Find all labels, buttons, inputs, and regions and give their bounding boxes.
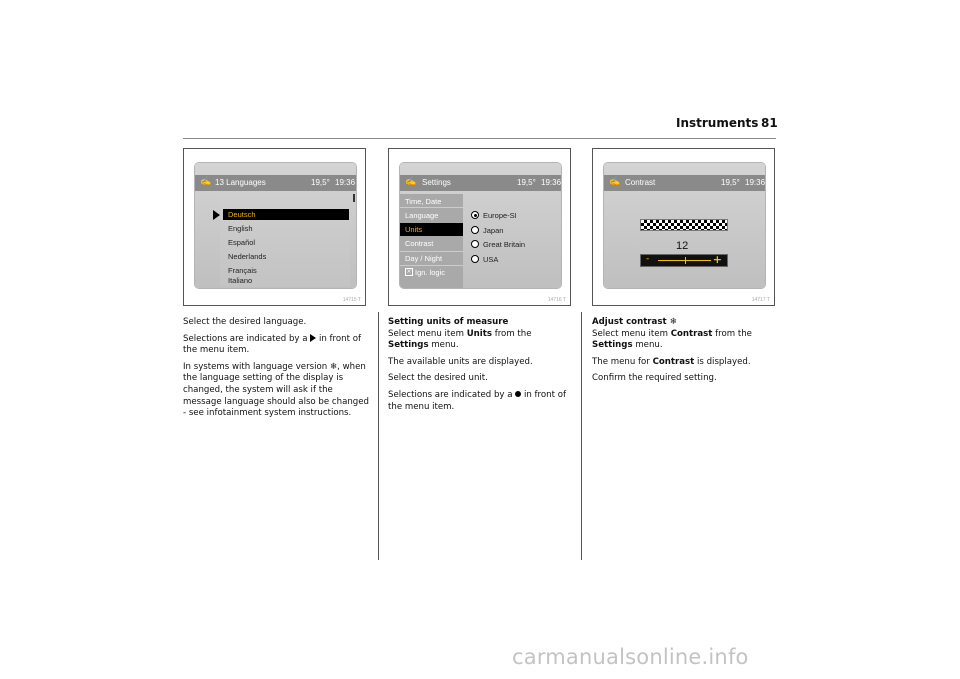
language-list bbox=[220, 194, 350, 287]
menu-item-day-night[interactable]: Day / Night bbox=[400, 251, 463, 264]
languages-text bbox=[183, 317, 371, 425]
plus-icon[interactable]: + bbox=[712, 253, 722, 266]
paragraph: In systems with language version ❄, when the language setting of the display is changed, the system will ask if the message language should also be changed - see infotainment system instructions. bbox=[183, 361, 369, 419]
display-screen bbox=[400, 163, 561, 288]
paragraph: Select the desired language. bbox=[183, 317, 307, 327]
menu-item-units[interactable]: Units bbox=[400, 223, 463, 236]
screen-title: Contrast bbox=[625, 178, 656, 187]
units-text bbox=[388, 317, 574, 418]
column-divider-2 bbox=[581, 312, 582, 560]
temperature: 19,5° bbox=[517, 178, 536, 187]
watermark: carmanualsonline.info bbox=[512, 645, 749, 669]
paragraph: Select the desired unit. bbox=[388, 373, 488, 384]
list-item[interactable]: Français bbox=[228, 266, 257, 275]
list-item[interactable]: Italiano bbox=[228, 276, 253, 285]
play-icon bbox=[213, 210, 220, 220]
clock: 19:36 bbox=[745, 178, 765, 187]
header-rule bbox=[183, 138, 776, 139]
temperature: 19,5° bbox=[311, 178, 330, 187]
checkbox-icon[interactable]: × bbox=[406, 268, 412, 275]
info-display-icon: ✍ bbox=[609, 176, 621, 186]
image-code: 14715 T bbox=[342, 297, 361, 303]
column-divider-1 bbox=[378, 312, 379, 560]
image-code: 14716 T bbox=[547, 297, 566, 303]
minus-icon[interactable]: - bbox=[646, 254, 650, 264]
contrast-screenshot bbox=[592, 148, 775, 306]
unit-option-europe-si[interactable]: Europe-SI bbox=[483, 211, 517, 220]
unit-option-usa[interactable]: USA bbox=[483, 255, 498, 264]
play-icon bbox=[310, 334, 316, 342]
list-item[interactable]: Español bbox=[228, 238, 256, 247]
paragraph: Setting units of measure Select menu item Units from the Settings menu. bbox=[388, 317, 532, 351]
menu-item-ign-logic[interactable]: Ign. logic bbox=[400, 265, 463, 278]
settings-menu bbox=[400, 194, 463, 288]
paragraph: Selections are indicated by a in front of the menu item. bbox=[388, 389, 566, 412]
contrast-test-pattern bbox=[640, 219, 728, 231]
list-item[interactable]: Nederlands bbox=[228, 252, 267, 261]
menu-item-contrast[interactable]: Contrast bbox=[405, 239, 434, 248]
paragraph: Adjust contrast ❄ Select menu item Contrast from the Settings menu. bbox=[592, 317, 752, 351]
units-screenshot bbox=[388, 148, 571, 306]
display-screen bbox=[604, 163, 765, 288]
radio-icon bbox=[471, 255, 479, 263]
screen-title: Settings bbox=[422, 178, 451, 187]
image-code: 14717 T bbox=[751, 297, 770, 303]
radio-icon bbox=[471, 240, 479, 248]
languages-screenshot bbox=[183, 148, 366, 306]
info-display-icon: ✍ bbox=[200, 176, 212, 186]
info-display-icon: ✍ bbox=[405, 176, 417, 186]
contrast-text bbox=[592, 317, 776, 390]
unit-option-great-britain[interactable]: Great Britain bbox=[483, 240, 525, 249]
clock: 19:36 bbox=[335, 178, 356, 187]
radio-icon bbox=[471, 226, 479, 234]
page-number: 81 bbox=[761, 116, 778, 130]
contrast-value: 12 bbox=[676, 240, 689, 252]
radio-selected-icon bbox=[471, 211, 479, 219]
title-bar bbox=[400, 175, 561, 191]
list-item[interactable]: English bbox=[228, 224, 253, 233]
title-bar bbox=[195, 175, 356, 191]
scrollbar[interactable] bbox=[353, 194, 355, 202]
temperature: 19,5° bbox=[721, 178, 740, 187]
screen-title: 13 Languages bbox=[215, 178, 266, 187]
unit-option-japan[interactable]: Japan bbox=[483, 226, 503, 235]
paragraph: The menu for Contrast is displayed. bbox=[592, 356, 751, 367]
slider-knob[interactable] bbox=[685, 257, 686, 264]
paragraph: Confirm the required setting. bbox=[592, 373, 717, 384]
list-item[interactable]: Deutsch bbox=[228, 210, 256, 219]
paragraph: Selections are indicated by a in front of the menu item. bbox=[183, 333, 361, 356]
menu-item-language[interactable]: Language bbox=[405, 211, 439, 220]
snowflake-icon: ❄ bbox=[669, 317, 677, 327]
snowflake-icon: ❄ bbox=[329, 361, 338, 372]
contrast-slider[interactable] bbox=[640, 254, 728, 267]
section-heading: Adjust contrast ❄ bbox=[592, 317, 677, 327]
section-title: Instruments bbox=[676, 116, 759, 130]
paragraph: The available units are displayed. bbox=[388, 356, 533, 367]
menu-item-time-date[interactable]: Time, Date bbox=[400, 195, 463, 208]
title-bar bbox=[604, 175, 765, 191]
display-screen bbox=[195, 163, 356, 288]
section-heading: Setting units of measure bbox=[388, 317, 509, 327]
clock: 19:36 bbox=[541, 178, 561, 187]
dot-icon bbox=[515, 391, 521, 397]
